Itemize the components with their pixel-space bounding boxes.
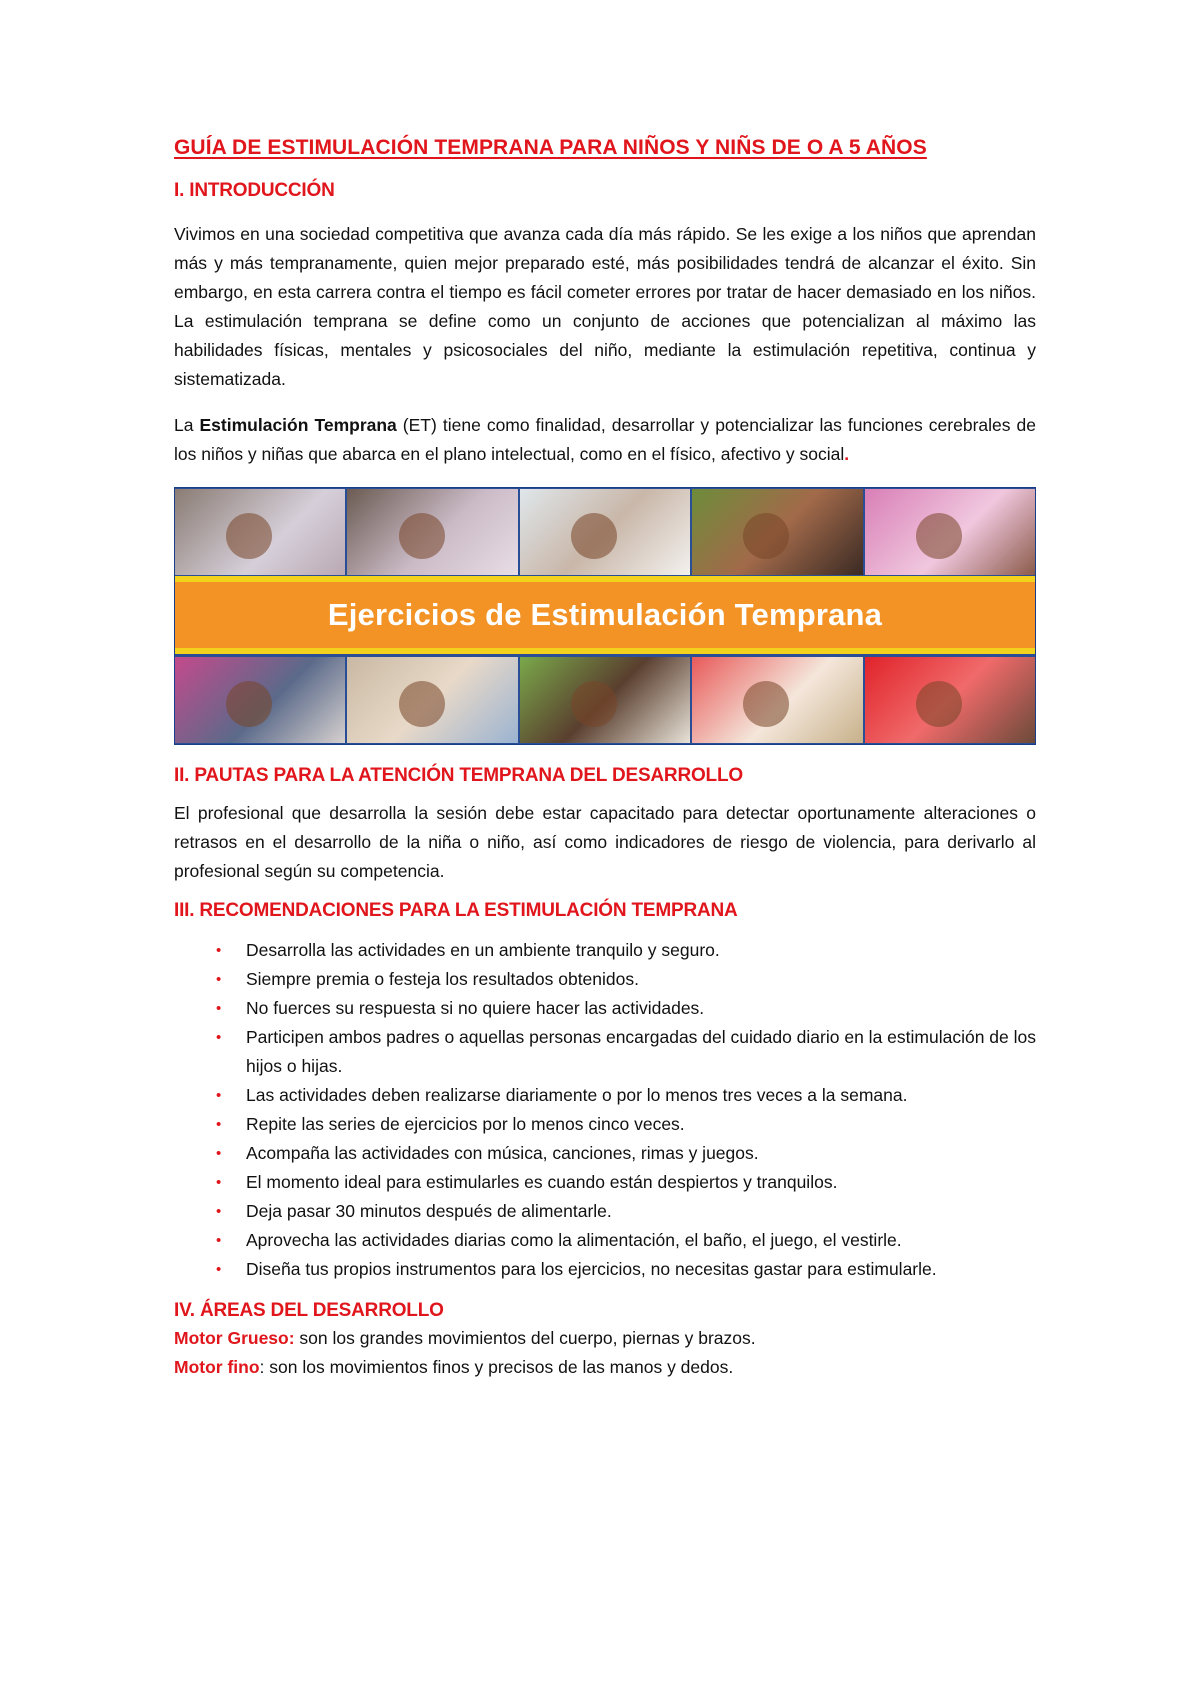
document-page (174, 136, 1036, 1382)
intro-paragraph-2-bold: Estimulación Temprana (199, 415, 397, 435)
banner-photo (175, 489, 345, 575)
bullet-icon: • (216, 1116, 222, 1133)
banner-image (174, 487, 1036, 745)
list-item (174, 1110, 1036, 1139)
list-item-text: Siempre premia o festeja los resultados obtenidos. (246, 969, 639, 989)
list-item-text: Desarrolla las actividades en un ambiente tranquilo y seguro. (246, 940, 720, 960)
banner-photo (520, 489, 690, 575)
list-item (174, 1168, 1036, 1197)
section-heading-pautas: II. PAUTAS PARA LA ATENCIÓN TEMPRANA DEL DESARROLLO (174, 765, 743, 786)
list-item-text: Repite las series de ejercicios por lo menos cinco veces. (246, 1114, 685, 1134)
list-item (174, 1023, 1036, 1081)
list-item (174, 1255, 1036, 1284)
bullet-icon: • (216, 971, 222, 988)
list-item-text: Diseña tus propios instrumentos para los ejercicios, no necesitas gastar para estimularle. (246, 1259, 937, 1279)
intro-paragraph-1: Vivimos en una sociedad competitiva que avanza cada día más rápido. Se les exige a los niños que aprendan más y más tempranamente, quien mejor preparado esté, más posibilidades tendrá de alcanzar el éxito. Sin embargo, en esta carrera contra el tiempo es fácil cometer errores por tratar de hacer demasiado en los niños. La estimulación temprana se define como un conjunto de acciones que potencializan al máximo las habilidades físicas, mentales y psicosociales del niño, mediante la estimulación repetitiva, continua y sistematizada. (174, 224, 1036, 389)
area-term: Motor Grueso: (174, 1328, 295, 1348)
area-term: Motor fino (174, 1357, 260, 1377)
banner-photos-bottom (175, 657, 1035, 743)
banner-photo (865, 489, 1035, 575)
banner-photo (692, 657, 862, 743)
bullet-icon: • (216, 1029, 222, 1046)
bullet-icon: • (216, 1232, 222, 1249)
section-heading-areas: IV. ÁREAS DEL DESARROLLO (174, 1300, 444, 1321)
pautas-paragraph: El profesional que desarrolla la sesión debe estar capacitado para detectar oportunamente alteraciones o retrasos en el desarrollo de la niña o niño, así como indicadores de riesgo de violencia, para derivarlo al profesional según su competencia. (174, 803, 1036, 881)
intro-paragraph-2-post: (ET) tiene como finalidad, desarrollar y potencializar las funciones cerebrales de los niños y niñas que abarca en el plano intelectual, como en el físico, afectivo y social (174, 415, 1036, 464)
list-item (174, 965, 1036, 994)
area-item-motor-grueso (174, 1324, 1036, 1353)
list-item-text: Acompaña las actividades con música, canciones, rimas y juegos. (246, 1143, 759, 1163)
list-item-text: Participen ambos padres o aquellas personas encargadas del cuidado diario en la estimulación de los hijos o hijas. (246, 1027, 1036, 1076)
intro-paragraph-2 (174, 411, 1036, 469)
list-item-text: Las actividades deben realizarse diariamente o por lo menos tres veces a la semana. (246, 1085, 908, 1105)
bullet-icon: • (216, 942, 222, 959)
list-item (174, 1139, 1036, 1168)
list-item (174, 1197, 1036, 1226)
intro-paragraph-2-pre: La (174, 415, 200, 435)
section-heading-recomendaciones: III. RECOMENDACIONES PARA LA ESTIMULACIÓN TEMPRANA (174, 900, 738, 921)
bullet-icon: • (216, 1203, 222, 1220)
bullet-icon: • (216, 1174, 222, 1191)
area-item-motor-fino (174, 1353, 1036, 1382)
banner-photo (692, 489, 862, 575)
list-item-text: Aprovecha las actividades diarias como la alimentación, el baño, el juego, el vestirle. (246, 1230, 902, 1250)
banner-photo (347, 489, 517, 575)
banner-orange-band (175, 582, 1035, 648)
list-item (174, 1226, 1036, 1255)
list-item-text: Deja pasar 30 minutos después de alimentarle. (246, 1201, 612, 1221)
bullet-icon: • (216, 1261, 222, 1278)
section-heading-introduccion: I. INTRODUCCIÓN (174, 180, 335, 201)
banner-photo (865, 657, 1035, 743)
area-desc: son los grandes movimientos del cuerpo, piernas y brazos. (294, 1328, 756, 1348)
list-item (174, 1081, 1036, 1110)
list-item-text: El momento ideal para estimularles es cuando están despiertos y tranquilos. (246, 1172, 838, 1192)
list-item (174, 994, 1036, 1023)
recommendations-list (174, 936, 1036, 1284)
intro-paragraph-2-dot: . (844, 444, 850, 464)
document-title: GUÍA DE ESTIMULACIÓN TEMPRANA PARA NIÑOS Y NIÑS DE O A 5 AÑOS (174, 136, 927, 159)
bullet-icon: • (216, 1087, 222, 1104)
banner-photo (520, 657, 690, 743)
banner-photo (175, 657, 345, 743)
banner-title: Ejercicios de Estimulación Temprana (327, 597, 883, 632)
bullet-icon: • (216, 1145, 222, 1162)
list-item-text: No fuerces su respuesta si no quiere hacer las actividades. (246, 998, 705, 1018)
banner-photos-top (175, 489, 1035, 575)
banner-photo (347, 657, 517, 743)
bullet-icon: • (216, 1000, 222, 1017)
list-item (174, 936, 1036, 965)
area-desc: : son los movimientos finos y precisos de las manos y dedos. (259, 1357, 734, 1377)
